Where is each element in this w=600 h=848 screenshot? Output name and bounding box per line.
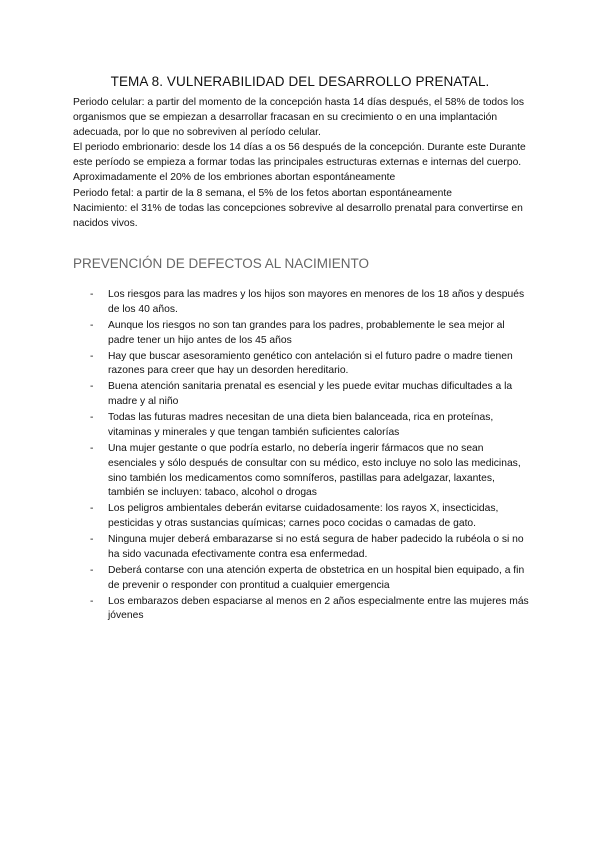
list-item-text: Buena atención sanitaria prenatal es esencial y les puede evitar muchas dificultades a la madre y al niño bbox=[108, 381, 513, 408]
bullet-dash: - bbox=[90, 564, 94, 576]
list-item bbox=[90, 533, 530, 563]
list-item-text: Los embarazos deben espaciarse al menos en 2 años especialmente entre las mujeres más jóvenes bbox=[108, 595, 529, 622]
bullet-dash: - bbox=[90, 381, 94, 393]
section-heading: PREVENCIÓN DE DEFECTOS AL NACIMIENTO bbox=[73, 256, 370, 271]
list-item-text: Deberá contarse con una atención experta de obstetrica en un hospital bien equipado, a fin de prevenir o responder con prontitud a cualquier emergencia bbox=[108, 564, 525, 591]
bullet-dash: - bbox=[90, 319, 94, 331]
list-item bbox=[90, 350, 530, 380]
list-item-text: Hay que buscar asesoramiento genético con antelación si el futuro padre o madre tienen razones para creer que hay un desorden hereditario. bbox=[108, 350, 513, 377]
bullet-dash: - bbox=[90, 442, 94, 454]
intro-block bbox=[73, 95, 533, 231]
bullet-dash: - bbox=[90, 350, 94, 362]
prevention-list bbox=[90, 288, 530, 625]
intro-paragraph-periodo-embrionario: El periodo embrionario: desde los 14 días a os 56 después de la concepción. Durante este Durante este período se empieza a formar todas las principales estructuras externas e internas del cuerpo. bbox=[73, 142, 526, 169]
bullet-dash: - bbox=[90, 595, 94, 607]
list-item-text: Ninguna mujer deberá embarazarse si no está segura de haber padecido la rubéola o si no ha sido vacunada efectivamente contra esa enfermedad. bbox=[108, 534, 524, 560]
list-item-text: Todas las futuras madres necesitan de una dieta bien balanceada, rica en proteínas, vitaminas y minerales y que tengan también suficientes calorías bbox=[108, 412, 494, 438]
page-title: TEMA 8. VULNERABILIDAD DEL DESARROLLO PRENATAL. bbox=[110, 74, 490, 89]
bullet-dash: - bbox=[90, 412, 94, 424]
bullet-dash: - bbox=[90, 534, 94, 546]
intro-paragraph-nacimiento: Nacimiento: el 31% de todas las concepciones sobrevive al desarrollo prenatal para convertirse en nacidos vivos. bbox=[73, 202, 523, 229]
list-item-text: Los peligros ambientales deberán evitarse cuidadosamente: los rayos X, insecticidas, pesticidas y otras sustancias químicas; carnes poco cocidas o camadas de gato. bbox=[108, 503, 499, 530]
list-item-text: Una mujer gestante o que podría estarlo, no debería ingerir fármacos que no sean esenciales y sólo después de consultar con su médico, esto incluye no solo las medicinas, sino también los medicamentos como somníferos, pastillas para adelgazar, laxantes, también se incluyen: tabaco, alcohol o drogas bbox=[108, 442, 521, 499]
bullet-dash: - bbox=[90, 289, 94, 300]
list-item-text: Aunque los riesgos no son tan grandes para los padres, probablemente le sea mejor al padre tener un hijo antes de los 45 años bbox=[108, 319, 505, 346]
list-item-text: Los riesgos para las madres y los hijos son mayores en menores de los 18 años y después de los 40 años. bbox=[108, 289, 525, 315]
list-item bbox=[90, 502, 530, 532]
bullet-dash: - bbox=[90, 503, 94, 515]
list-item bbox=[90, 411, 530, 441]
list-item bbox=[90, 319, 530, 349]
list-item bbox=[90, 288, 530, 318]
list-item bbox=[90, 380, 530, 410]
intro-paragraph-periodo-celular: Periodo celular: a partir del momento de la concepción hasta 14 días después, el 58% de todos los organismos que se empiezan a desarrollar fracasan en su crecimiento o en una implantación adecuada, por lo que no sobreviven al período celular. bbox=[73, 97, 525, 139]
list-item bbox=[90, 564, 530, 594]
list-item bbox=[90, 595, 530, 625]
intro-paragraph-periodo-fetal: Periodo fetal: a partir de la 8 semana, el 5% de los fetos abortan espontáneamente bbox=[73, 187, 452, 199]
list-item bbox=[90, 442, 530, 501]
intro-paragraph-abortos-embriones: Aproximadamente el 20% de los embriones abortan espontáneamente bbox=[73, 172, 396, 184]
